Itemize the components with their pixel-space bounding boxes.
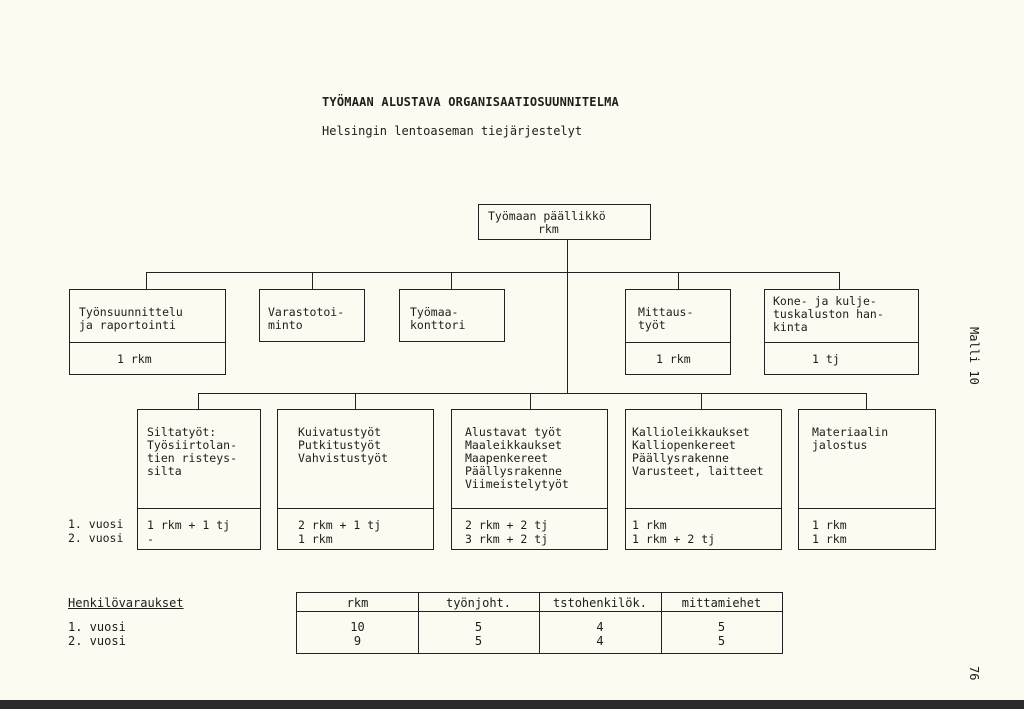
site-manager-title: Työmaan päällikkö — [488, 209, 606, 223]
earthworks-box — [451, 409, 608, 550]
rock-year2: 1 rkm + 2 tj — [632, 532, 716, 546]
site-manager-box — [478, 204, 651, 240]
table-header: työnjoht. — [445, 596, 512, 610]
surveying-staff: 1 rkm — [656, 352, 691, 366]
reservations-heading: Henkilövaraukset — [68, 596, 184, 610]
main-vertical-line — [567, 240, 568, 393]
surveying-line2: työt — [638, 318, 666, 332]
rock-line2: Kalliopenkereet — [632, 438, 736, 452]
year1-label: 1. vuosi — [68, 517, 124, 531]
table-header: rkm — [346, 596, 369, 610]
page-number: 76 — [967, 666, 981, 681]
earthworks-line2: Maaleikkaukset — [465, 438, 562, 452]
site-office-line1: Työmaa- — [410, 305, 459, 319]
equipment-line2: tuskaluston han- — [773, 307, 884, 321]
rock-line1: Kallioleikkaukset — [632, 425, 750, 439]
table-cell: 10 — [350, 620, 365, 634]
material-line1: Materiaalin — [812, 425, 889, 439]
material-year2: 1 rkm — [812, 532, 847, 546]
drainage-box — [277, 409, 434, 550]
connector — [839, 272, 840, 290]
reservations-row1-label: 1. vuosi — [68, 620, 126, 634]
equipment-line3: kinta — [773, 320, 808, 334]
rock-works-box — [625, 409, 782, 550]
bridge-works-box — [137, 409, 261, 550]
site-manager-staff: rkm — [538, 222, 559, 236]
earthworks-line1: Alustavat työt — [465, 425, 562, 439]
table-header: mittamiehet — [681, 596, 762, 610]
template-label: Malli 10 — [967, 327, 981, 385]
bridge-line3: tien risteys- — [147, 451, 238, 465]
scan-edge — [0, 700, 1024, 709]
planning-box — [69, 289, 226, 375]
warehouse-line2: minto — [268, 318, 303, 332]
warehouse-box — [259, 289, 365, 342]
bridge-year2: - — [147, 532, 154, 546]
planning-staff: 1 rkm — [117, 352, 152, 366]
surveying-box — [625, 289, 731, 375]
connector — [451, 272, 452, 290]
table-cell: 5 — [717, 620, 726, 634]
connector — [146, 272, 147, 290]
drainage-line2: Putkitustyöt — [298, 438, 382, 452]
rock-line3: Päällysrakenne — [632, 451, 729, 465]
earthworks-year1: 2 rkm + 2 tj — [465, 518, 549, 532]
reservations-row2-label: 2. vuosi — [68, 634, 126, 648]
drainage-year1: 2 rkm + 1 tj — [298, 518, 382, 532]
connector — [678, 272, 679, 290]
reservations-table — [296, 592, 783, 654]
surveying-line1: Mittaus- — [638, 305, 694, 319]
equipment-line1: Kone- ja kulje- — [773, 294, 877, 308]
drainage-line1: Kuivatustyöt — [298, 425, 382, 439]
site-office-box — [399, 289, 505, 342]
connector — [198, 393, 199, 410]
table-cell: 5 — [474, 634, 483, 648]
planning-line1: Työnsuunnittelu — [79, 305, 183, 319]
level2-horizontal-line — [198, 393, 866, 394]
site-office-line2: konttori — [410, 318, 466, 332]
rock-year1: 1 rkm — [632, 518, 667, 532]
table-header: tstohenkilök. — [553, 596, 647, 610]
material-processing-box — [798, 409, 936, 550]
table-cell: 5 — [474, 620, 483, 634]
connector — [312, 272, 313, 290]
earthworks-line4: Päällysrakenne — [465, 464, 562, 478]
connector — [355, 393, 356, 410]
earthworks-line3: Maapenkereet — [465, 451, 549, 465]
bridge-line1: Siltatyöt: — [147, 425, 217, 439]
year2-label: 2. vuosi — [68, 531, 124, 545]
level1-horizontal-line — [146, 272, 840, 273]
table-cell: 9 — [353, 634, 362, 648]
drainage-year2: 1 rkm — [298, 532, 333, 546]
earthworks-line5: Viimeistelytyöt — [465, 477, 569, 491]
material-year1: 1 rkm — [812, 518, 847, 532]
table-cell: 4 — [596, 620, 604, 634]
material-line2: jalostus — [812, 438, 868, 452]
earthworks-year2: 3 rkm + 2 tj — [465, 532, 549, 546]
warehouse-line1: Varastotoi- — [268, 305, 345, 319]
bridge-line2: Työsiirtolan- — [147, 438, 238, 452]
document-subtitle: Helsingin lentoaseman tiejärjestelyt — [322, 124, 583, 138]
planning-line2: ja raportointi — [79, 318, 176, 332]
equipment-box — [764, 289, 919, 375]
bridge-line4: silta — [147, 464, 182, 478]
drainage-line3: Vahvistustyöt — [298, 451, 389, 465]
connector — [866, 393, 867, 410]
table-cell: 5 — [717, 634, 726, 648]
connector — [701, 393, 702, 410]
connector — [530, 393, 531, 410]
bridge-year1: 1 rkm + 1 tj — [147, 518, 231, 532]
document-title: TYÖMAAN ALUSTAVA ORGANISAATIOSUUNNITELMA — [322, 95, 619, 109]
table-cell: 4 — [596, 634, 604, 648]
rock-line4: Varusteet, laitteet — [632, 464, 764, 478]
equipment-staff: 1 tj — [812, 352, 840, 366]
